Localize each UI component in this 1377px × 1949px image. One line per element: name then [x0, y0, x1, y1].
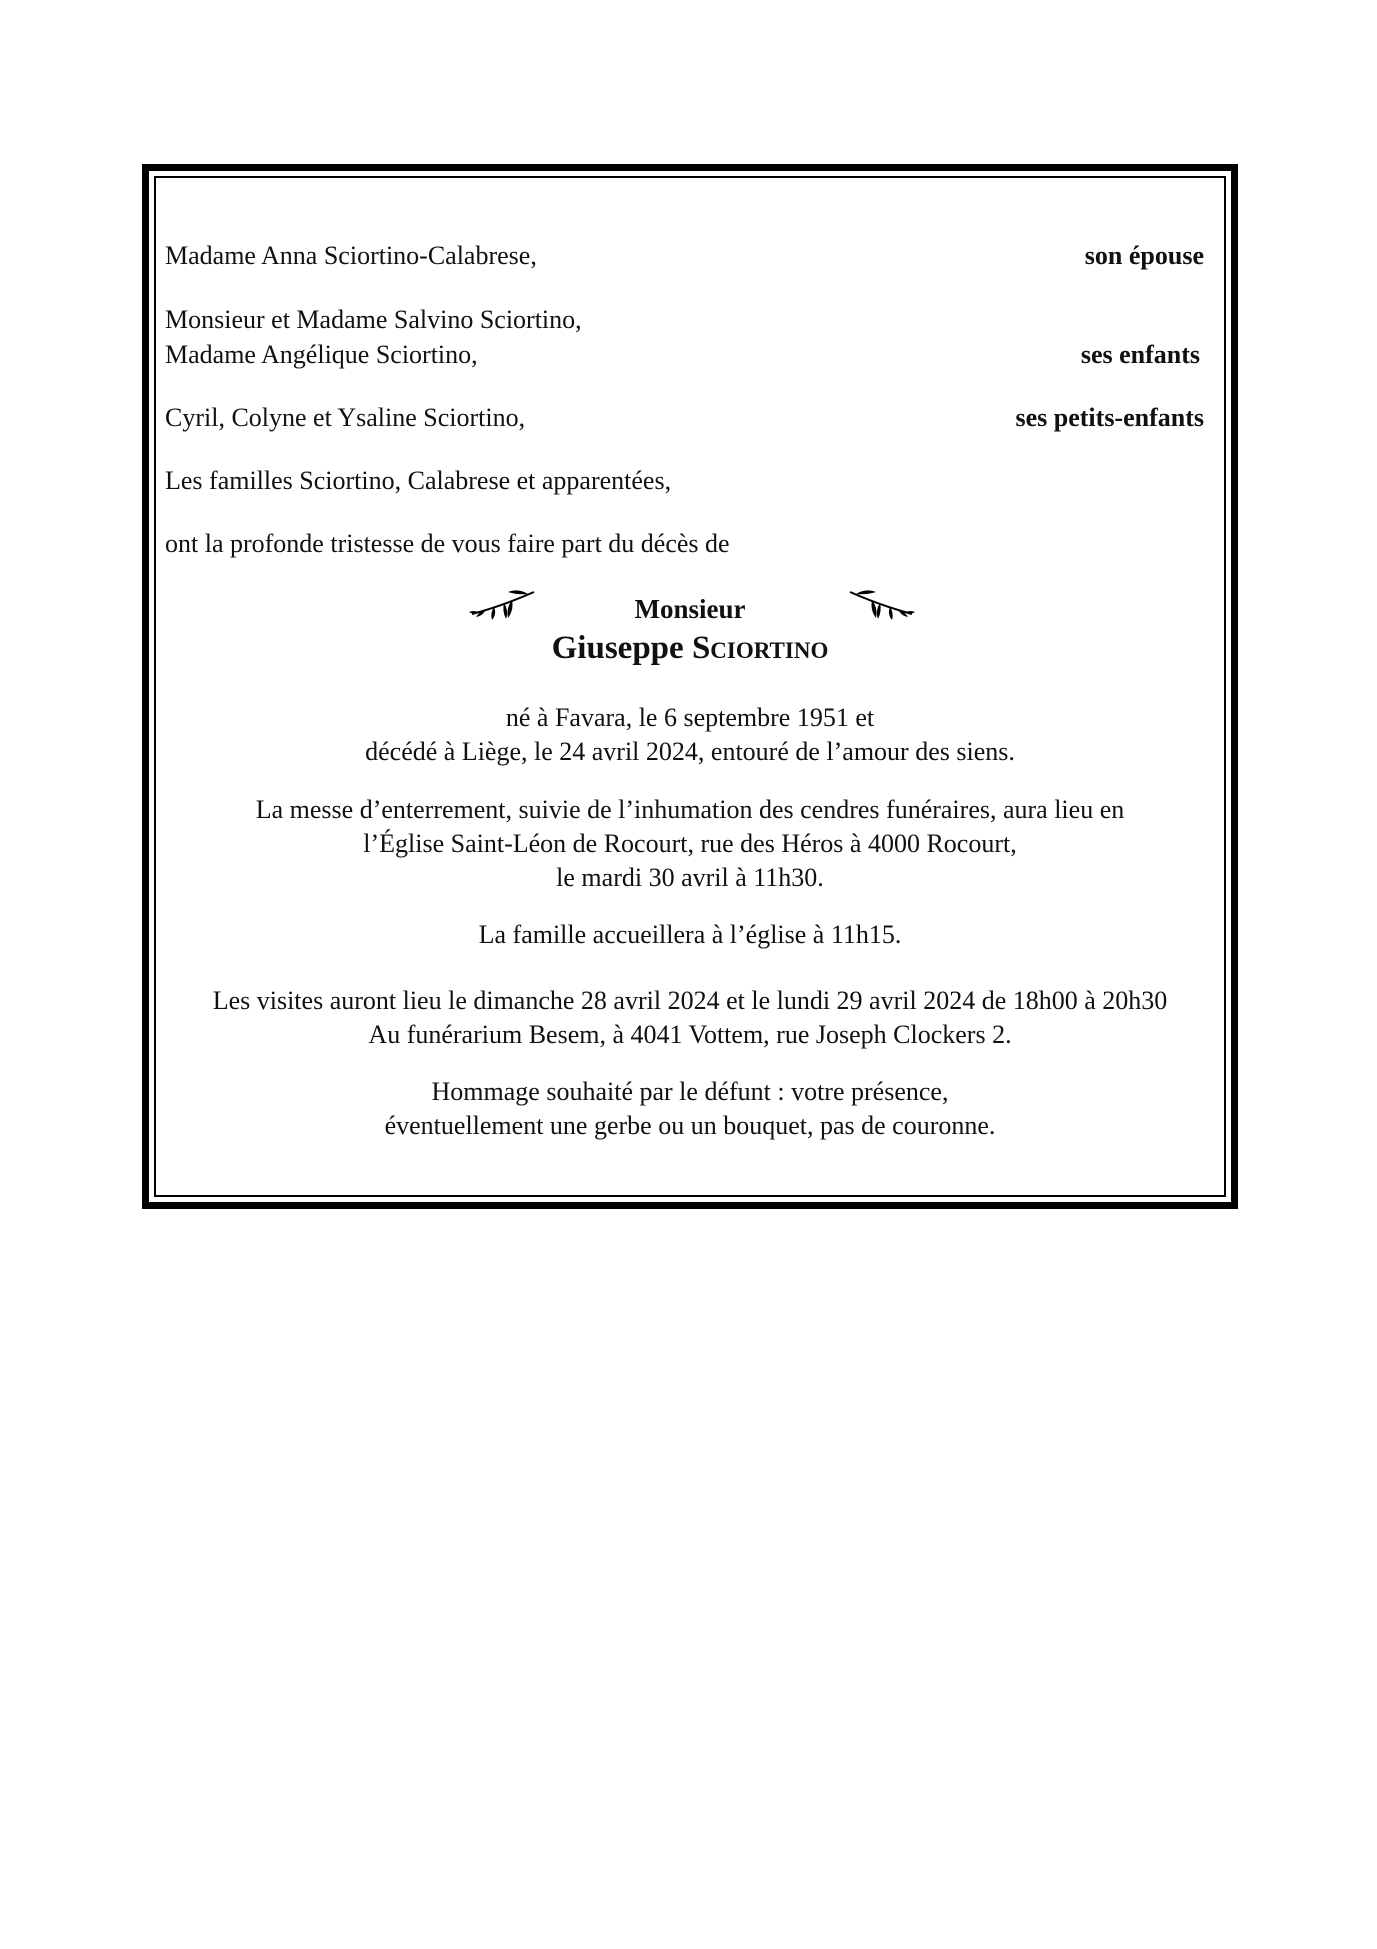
death-line: décédé à Liège, le 24 avril 2024, entouré de l’amour des siens.	[365, 737, 1015, 766]
funeral-block	[160, 793, 1220, 895]
grandchildren-row	[165, 401, 1204, 435]
spouse-row	[165, 239, 1204, 273]
birth-death-block	[160, 701, 1220, 769]
tribute-block	[160, 1075, 1220, 1143]
tribute-line-2: éventuellement une gerbe ou un bouquet, pas de couronne.	[384, 1111, 996, 1140]
funeral-line-3: le mardi 30 avril à 11h30.	[556, 863, 824, 892]
deceased-first-name: Giuseppe	[551, 630, 684, 666]
visits-block	[160, 984, 1220, 1052]
deceased-name	[160, 628, 1220, 668]
children-line-1: Monsieur et Madame Salvino Sciortino,	[165, 305, 582, 334]
announcement-line: ont la profonde tristesse de vous faire part du décès de	[165, 529, 730, 558]
children-row	[165, 338, 1200, 372]
visits-line-1: Les visites auront lieu le dimanche 28 avril 2024 et le lundi 29 avril 2024 de 18h00 à 20h30	[212, 986, 1168, 1015]
birth-line: né à Favara, le 6 septembre 1951 et	[505, 703, 875, 732]
reception-line: La famille accueillera à l’église à 11h15.	[478, 920, 902, 949]
spouse-name: Madame Anna Sciortino-Calabrese,	[165, 241, 537, 270]
children-role: ses enfants	[1080, 340, 1200, 369]
children-line-2: Madame Angélique Sciortino,	[165, 340, 478, 369]
funeral-line-2: l’Église Saint-Léon de Rocourt, rue des Héros à 4000 Rocourt,	[363, 829, 1017, 858]
deceased-surname: Sciortino	[691, 630, 829, 666]
relatives-line: Les familles Sciortino, Calabrese et apparentées,	[165, 466, 672, 495]
visits-line-2: Au funérarium Besem, à 4041 Vottem, rue Joseph Clockers 2.	[368, 1020, 1012, 1049]
funeral-line-1: La messe d’enterrement, suivie de l’inhumation des cendres funéraires, aura lieu en	[255, 795, 1125, 824]
grandchildren-role: ses petits-enfants	[1015, 403, 1204, 432]
grandchildren-name: Cyril, Colyne et Ysaline Sciortino,	[165, 403, 526, 432]
tribute-line-1: Hommage souhaité par le défunt : votre présence,	[431, 1077, 949, 1106]
spouse-role: son épouse	[1084, 241, 1204, 270]
deceased-honorific: Monsieur	[634, 594, 746, 624]
